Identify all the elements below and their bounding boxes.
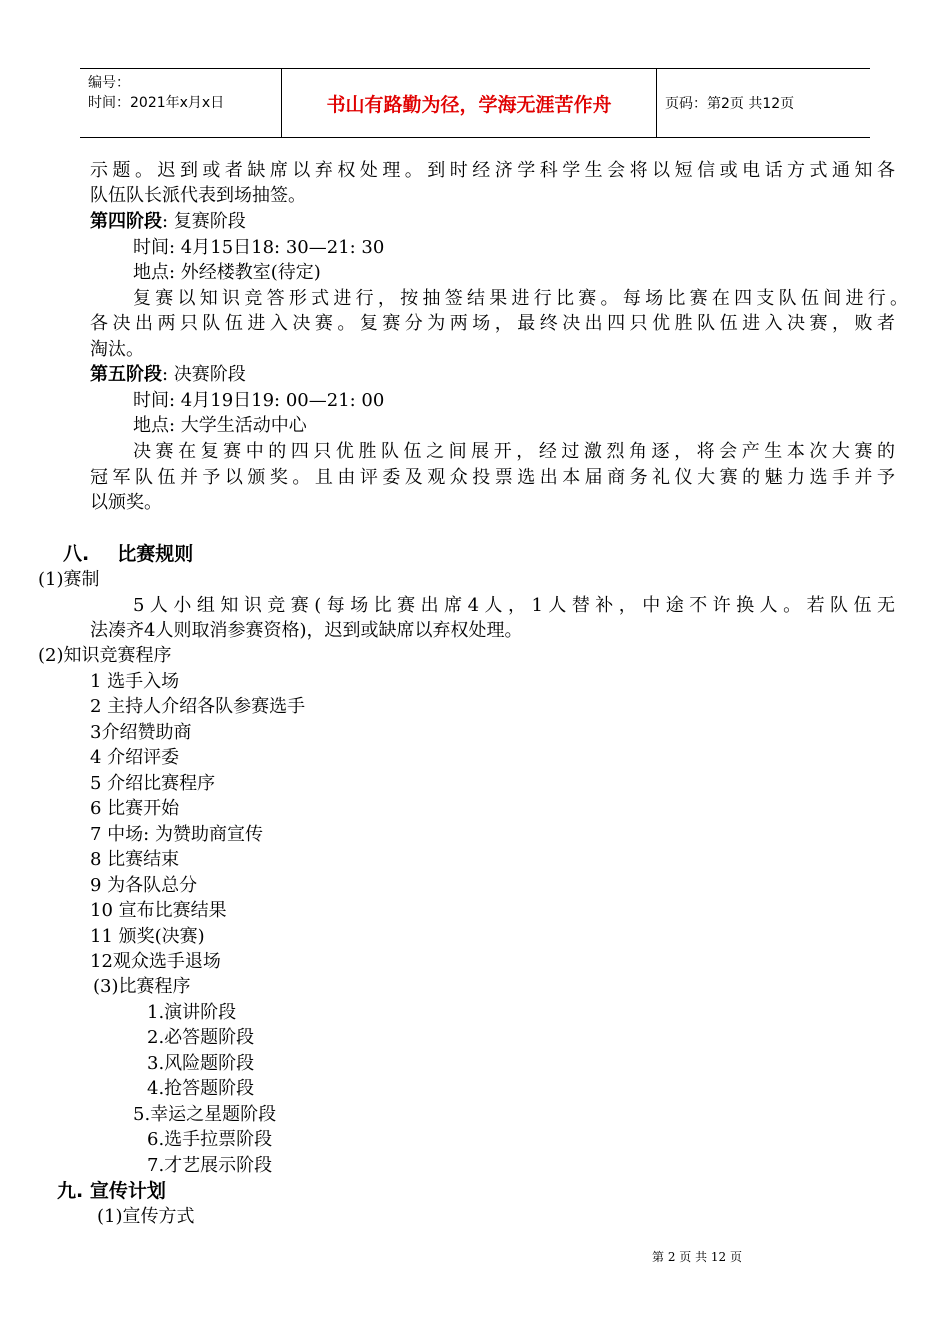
list-item: 4.抢答题阶段 [147,1078,255,1099]
list-item: 6.选手拉票阶段 [147,1129,273,1150]
list-item: 3介绍赞助商 [90,722,192,743]
section-8-title: 比赛规则 [117,543,194,565]
list-item: 2 主持人介绍各队参赛选手 [90,696,306,717]
stage5-time: 时间: 4月19日19: 00—21: 00 [133,390,385,411]
list-item: 5 介绍比赛程序 [90,773,216,794]
paragraph-line: 复赛以知识竞答形式进行，按抽签结果进行比赛。每场比赛在四支队伍间进行。 [133,288,908,309]
stage5-title: : 决赛阶段 [162,364,246,385]
list-item: 1 选手入场 [90,671,180,692]
stage4-time: 时间: 4月15日18: 30—21: 30 [133,237,385,258]
paragraph-line: 决赛在复赛中的四只优胜队伍之间展开，经过激烈角逐，将会产生本次大赛的 [133,441,895,462]
stage5-place: 地点: 大学生活动中心 [133,415,307,436]
list-item: 9 为各队总分 [90,875,198,896]
stage4-heading [90,210,246,234]
list-item: 3.风险题阶段 [147,1053,255,1074]
list-item: 4 介绍评委 [90,747,180,768]
paragraph-line: 队伍队长派代表到场抽签。 [90,185,306,206]
list-item: 11 颁奖(决赛) [90,926,205,947]
paragraph-line: 以颁奖。 [90,492,162,513]
list-item: 8 比赛结束 [90,849,180,870]
paragraph-line: 淘汰。 [90,339,144,360]
list-item: 12观众选手退场 [90,951,221,972]
page-footer: 第 2 页 共 12 页 [652,1250,742,1264]
paragraph-line: 5人小组知识竞赛(每场比赛出席4人，1人替补，中途不许换人。若队伍无 [133,595,895,616]
rule-1-heading: (1)赛制 [38,569,100,590]
section-8-number: 八. [63,543,90,565]
paragraph-line: 冠军队伍并予以颁奖。且由评委及观众投票选出本届商务礼仪大赛的魅力选手并予 [90,467,895,488]
rule-3-heading: (3)比赛程序 [93,976,191,997]
stage4-title: : 复赛阶段 [162,211,246,232]
paragraph-line: 示题。迟到或者缺席以弃权处理。到时经济学科学生会将以短信或电话方式通知各 [90,160,895,181]
header-meta [80,69,282,137]
stage5-label: 第五阶段 [90,364,162,385]
list-item: 7.才艺展示阶段 [147,1155,273,1176]
list-item: 5.幸运之星题阶段 [133,1104,277,1125]
header-motto: 书山有路勤为径，学海无涯苦作舟 [282,69,657,137]
page-header [80,68,870,138]
list-item: 10 宣布比赛结果 [90,900,227,921]
time-label: 时间：2021年x月x日 [88,95,225,111]
list-item: 7 中场: 为赞助商宣传 [90,824,263,845]
rule-2-heading: (2)知识竞赛程序 [38,645,172,666]
section-9-heading: 九. 宣传计划 [57,1180,166,1202]
stage4-label: 第四阶段 [90,211,162,232]
paragraph-line: 各决出两只队伍进入决赛。复赛分为两场，最终决出四只优胜队伍进入决赛，败者 [90,313,895,334]
list-item: 2.必答题阶段 [147,1027,255,1048]
section-8-heading [63,542,193,566]
header-page-info: 页码：第2页 共12页 [665,96,795,112]
list-item: 6 比赛开始 [90,798,180,819]
publicity-1-heading: (1)宣传方式 [97,1206,195,1227]
stage5-heading [90,363,246,387]
paragraph-line: 法凑齐4人则取消参赛资格)，迟到或缺席以弃权处理。 [90,620,523,641]
list-item: 1.演讲阶段 [147,1002,237,1023]
code-label: 编号： [88,75,130,91]
stage4-place: 地点: 外经楼教室(待定) [133,262,321,283]
